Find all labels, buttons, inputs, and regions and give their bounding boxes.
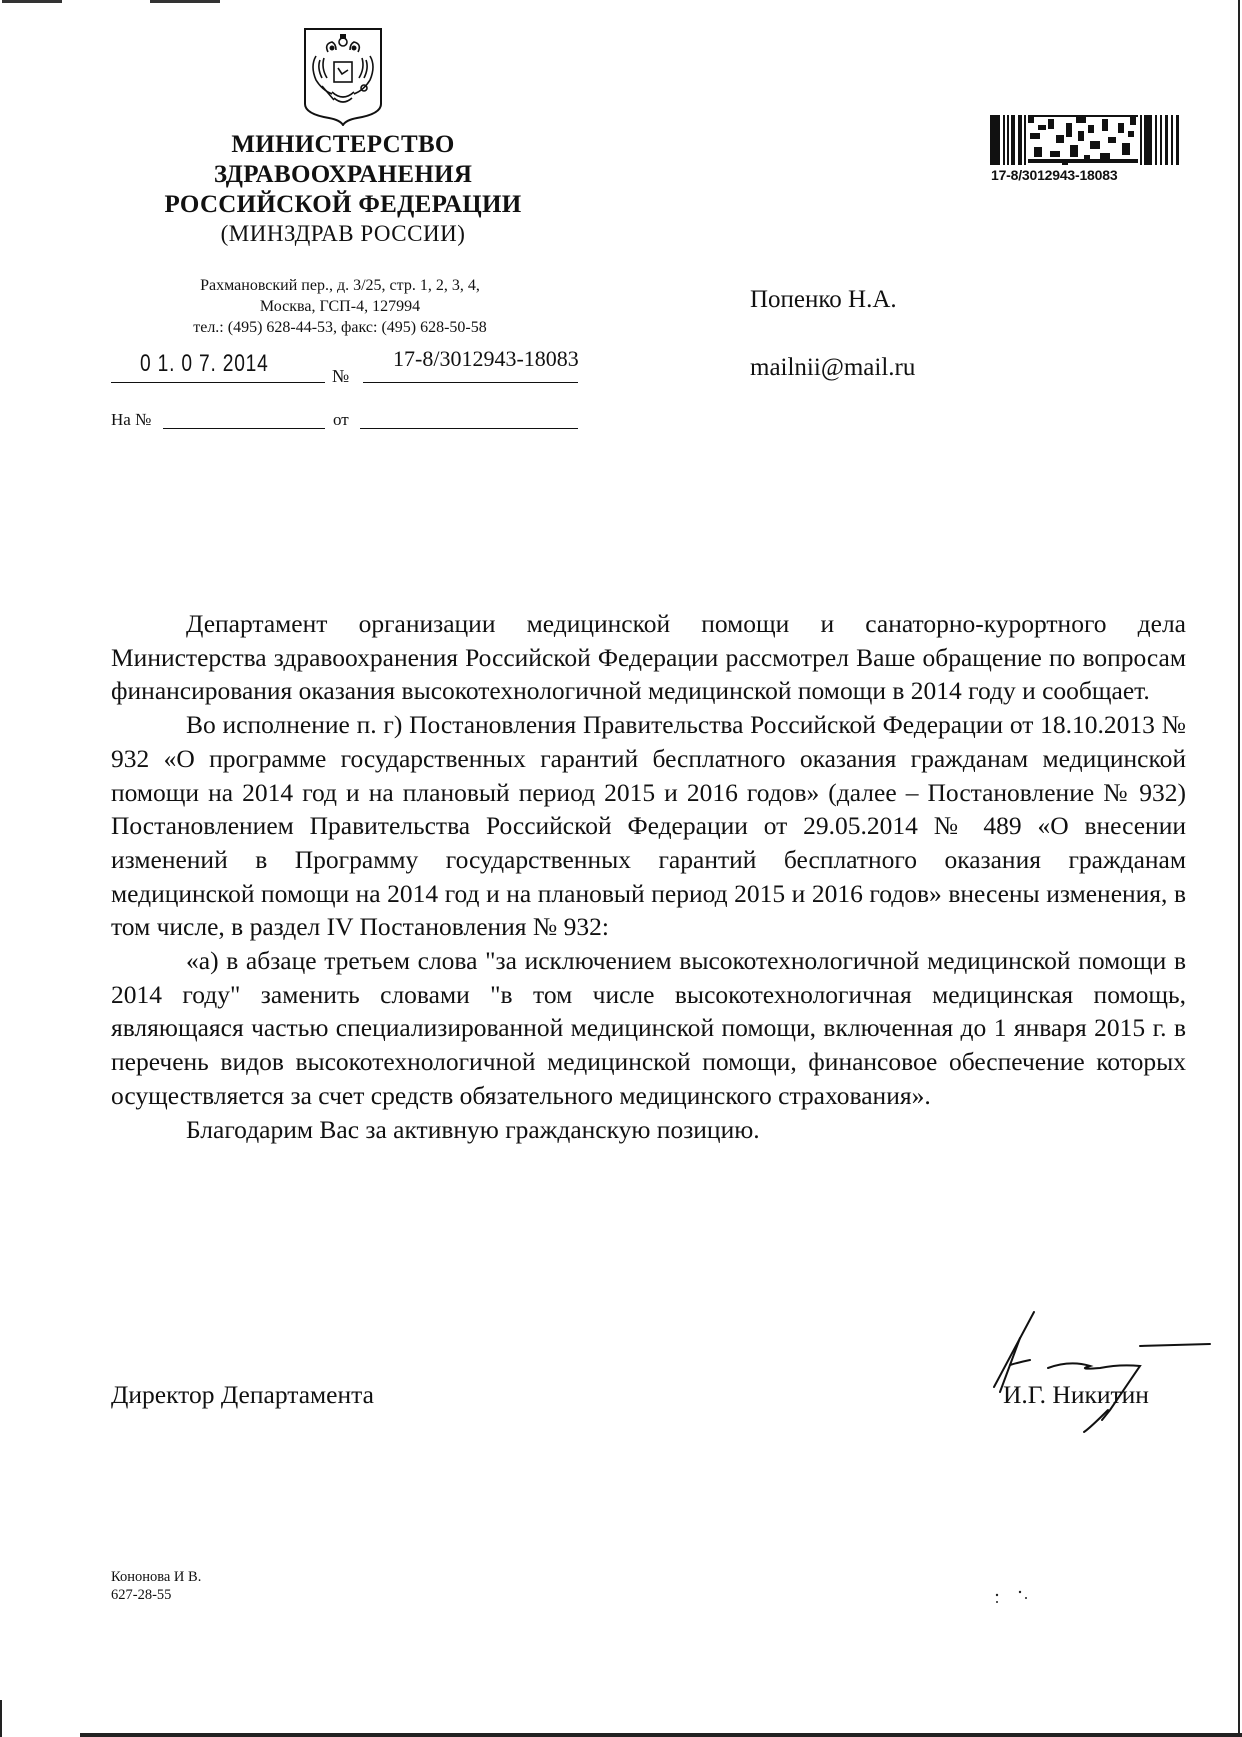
address-line: тел.: (495) 628-44-53, факс: (495) 628-50-58 [193, 319, 487, 336]
handwritten-signature-icon [990, 1310, 1220, 1435]
date-underline [111, 382, 325, 383]
ministry-short-name: (МИНЗДРАВ РОССИИ) [220, 221, 466, 246]
barcode-icon [990, 115, 1182, 165]
executor-phone: 627-28-55 [111, 1587, 172, 1603]
recipient-name: Попенко Н.А. [750, 286, 897, 313]
scan-edge-line [80, 1733, 1242, 1737]
letter-date: 0 1. 0 7. 2014 [140, 350, 269, 377]
reply-from-underline [360, 428, 578, 429]
scan-edge-line [0, 1700, 2, 1737]
number-underline [363, 382, 578, 383]
reply-from-label: от [333, 410, 349, 429]
reply-to-label: На № [111, 410, 152, 429]
scan-edge-line [1238, 0, 1240, 1737]
body-paragraph: Во исполнение п. г) Постановления Правительства Российской Федерации от 18.10.2013 № 932 «О программе государственных гарантий бесплатного оказания гражданам медицинской помощи на 2014 год и на плановый период 2015 и 2016 годов» (далее – Постановление № 932) Постановлением Правительства Российской Федерации от 29.05.2014 № 489 «О внесении изменений в Программу государственных гарантий бесплатного оказания гражданам медицинской помощи на 2014 год и на плановый период 2015 и 2016 годов» внесены изменения, в том числе, в раздел IV Постановления № 932: [111, 710, 1186, 942]
outgoing-number: 17-8/3012943-18083 [393, 346, 579, 371]
signer-position: Директор Департамента [111, 1380, 374, 1409]
ministry-heading [143, 130, 543, 248]
ministry-address [140, 275, 540, 338]
body-paragraph: Департамент организации медицинской помощи и санаторно-курортного дела Министерства здравоохранения Российской Федерации рассмотрел Ваше обращение по вопросам финансирования оказания высокотехнологичной медицинской помощи в 2014 году и сообщает. [111, 609, 1186, 706]
address-line: Рахмановский пер., д. 3/25, стр. 1, 2, 3, 4, [200, 277, 480, 294]
body-paragraph: «а) в абзаце третьем слова "за исключением высокотехнологичной медицинской помощи в 2014 году" заменить словами "в том числе высокотехнологичная медицинская помощь, являющаяся частью специализированной медицинской помощи, включенная до 1 января 2015 г. в перечень видов высокотехнологичной медицинской помощи, финансовое обеспечение которых осуществляется за счет средств обязательного медицинского страхования». [111, 946, 1186, 1110]
scan-speck [995, 1590, 1035, 1610]
body-paragraph: Благодарим Вас за активную гражданскую позицию. [186, 1114, 760, 1144]
address-line: Москва, ГСП-4, 127994 [259, 298, 421, 315]
scan-edge-artifact [150, 0, 220, 3]
executor-info [111, 1568, 201, 1604]
executor-name: Кононова И В. [111, 1569, 202, 1585]
ministry-line: МИНИСТЕРСТВО [231, 131, 455, 158]
recipient-email: mailnii@mail.ru [750, 354, 916, 381]
scan-edge-artifact [2, 0, 62, 3]
letter-body [111, 607, 1186, 1146]
ministry-line: ЗДРАВООХРАНЕНИЯ [213, 161, 473, 188]
signer-name: И.Г. Никитин [1003, 1380, 1149, 1409]
reply-to-underline [163, 428, 325, 429]
russian-coat-of-arms-icon [302, 26, 384, 126]
barcode-number: 17-8/3012943-18083 [991, 167, 1118, 183]
number-sign-label: № [332, 366, 350, 386]
ministry-line: РОССИЙСКОЙ ФЕДЕРАЦИИ [164, 191, 522, 218]
